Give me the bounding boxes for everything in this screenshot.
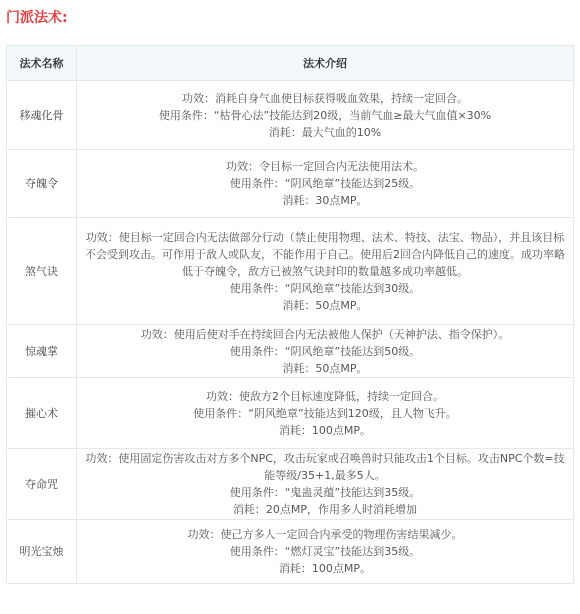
skill-description-line: 功效：使敌方2个目标速度降低，持续一定回合。 [206,389,444,403]
skill-description-line: 使用条件：“阴风绝章”技能达到25级。 [229,177,421,190]
skill-description-line: 功效：使用后使对手在持续回合内无法被他人保护（天神护法、指令保护）。 [140,327,510,341]
skill-description-line: 使用条件：“阴风绝章”技能达到50级。 [229,344,421,358]
skill-description [77,378,574,449]
header-skill-description: 法术介绍 [77,46,574,81]
skill-description [77,81,574,150]
skill-name: 摧心术 [7,378,77,449]
skills-table [6,45,574,584]
skill-name: 夺魄令 [7,150,77,218]
skill-name: 夺命咒 [7,449,77,520]
table-row [7,449,574,520]
skill-description-line: 功效：令目标一定回合内无法使用法术。 [226,160,424,173]
skill-description-line: 使用条件：“鬼蛊灵蕴”技能达到35级。 [229,486,421,499]
skill-description-line: 消耗：50点MP。 [282,361,368,375]
table-row [7,81,574,150]
header-skill-name: 法术名称 [7,46,77,81]
skill-description-line: 功效：使目标一定回合内无法做部分行动（禁止使用物理、法术、特技、法宝、物品），并且该目标不会受到攻击。可作用于敌人或队友，不能作用于自己。使用后2回合内降低自己的速度。成功率略低于夺魄令，敌方已被煞气诀封印的数量越多成功率越低。 [85,230,565,278]
skill-name: 明光宝烛 [7,520,77,584]
skill-description-line: 消耗：50点MP。 [282,298,368,312]
skill-description-line: 消耗：100点MP。 [278,423,372,437]
skill-description [77,218,574,325]
skill-description-line: 使用条件：“燃灯灵宝”技能达到35级。 [229,545,421,558]
skill-description [77,520,574,584]
skill-description-line: 消耗：20点MP，作用多人时消耗增加 [232,503,418,516]
table-header-row [7,46,574,81]
skill-name: 移魂化骨 [7,81,77,150]
skill-description [77,150,574,218]
table-row [7,325,574,378]
skill-description-line: 功效：消耗自身气血使目标获得吸血效果，持续一定回合。 [182,91,468,105]
skill-description-line: 功效：使用固定伤害攻击对方多个NPC，攻击玩家或召唤兽时只能攻击1个目标。攻击NPC个数=技能等级/35+1,最多5人。 [85,452,565,482]
section-title: 门派法术: [6,10,68,26]
skill-description [77,325,574,378]
skills-table-body [7,81,574,584]
skill-description-line: 使用条件：“阴风绝章”技能达到30级。 [229,281,421,295]
skill-description-line: 使用条件：“枯骨心法”技能达到20级，当前气血≥最大气血值×30% [158,108,492,122]
table-row [7,150,574,218]
skill-description-line: 消耗：30点MP。 [282,194,368,207]
skill-description [77,449,574,520]
table-row [7,218,574,325]
skill-description-line: 消耗：100点MP。 [278,562,372,575]
skill-name: 惊魂掌 [7,325,77,378]
table-row [7,378,574,449]
table-row [7,520,574,584]
skill-description-line: 消耗：最大气血的10% [268,125,382,139]
skill-name: 煞气诀 [7,218,77,325]
skill-description-line: 功效：使己方多人一定回合内承受的物理伤害结果减少。 [187,528,463,541]
skill-description-line: 使用条件：“阴风绝章”技能达到120级，且人物飞升。 [193,406,457,420]
